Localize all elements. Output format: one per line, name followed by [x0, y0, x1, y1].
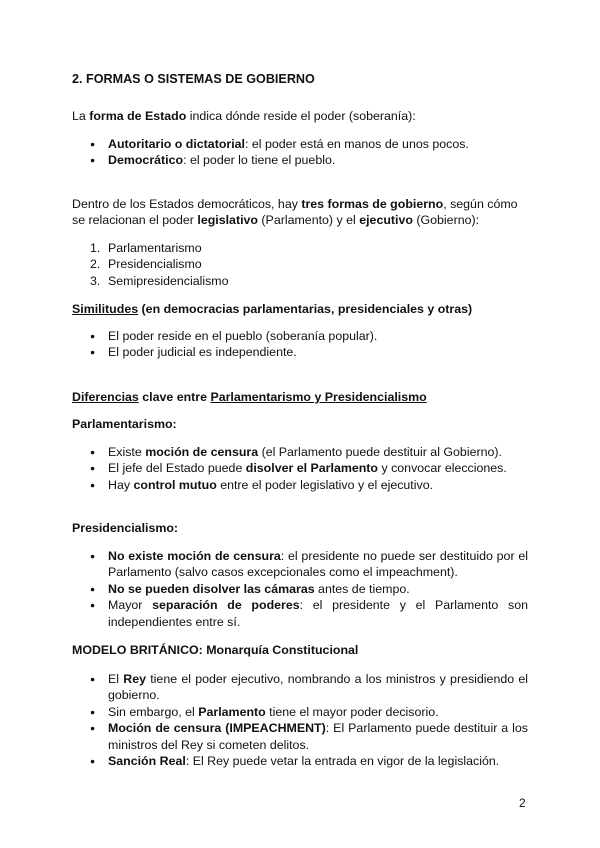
list-item: ● Sanción Real: El Rey puede vetar la entrada en vigor de la legislación. [72, 753, 528, 769]
list-item: ● Democrático: el poder lo tiene el pueblo. [72, 152, 528, 168]
list-item: 3. Semipresidencialismo [90, 273, 229, 288]
list-item: ● No se pueden disolver las cámaras antes de tiempo. [72, 581, 528, 597]
list-item: ● Moción de censura (IMPEACHMENT): El Parlamento puede destituir a los ministros del Rey si cometen delitos. [72, 720, 528, 753]
list-item: ● Mayor separación de poderes: el presidente y el Parlamento son independientes entre sí. [72, 597, 528, 630]
similitudes-list [72, 328, 528, 361]
page-number: 2 [519, 796, 526, 810]
list-item: ● Hay control mutuo entre el poder legislativo y el ejecutivo. [72, 477, 528, 493]
list-item: ● El jefe del Estado puede disolver el Parlamento y convocar elecciones. [72, 460, 528, 476]
list-item: ● Autoritario o dictatorial: el poder está en manos de unos pocos. [72, 136, 528, 152]
list-item: ● Existe moción de censura (el Parlamento puede destituir al Gobierno). [72, 444, 528, 460]
list-item: ● El poder judicial es independiente. [72, 344, 528, 360]
democraticos-paragraph: Dentro de los Estados democráticos, hay tres formas de gobierno, según cómo se relacionan el poder legislativo (Parlamento) y el ejecutivo (Gobierno): [72, 197, 518, 228]
forma-estado-paragraph: La forma de Estado indica dónde reside el poder (soberanía): [72, 109, 416, 123]
modelo-britanico-list [72, 671, 528, 769]
list-item: 1. Parlamentarismo [90, 241, 202, 255]
similitudes-heading: Similitudes (en democracias parlamentarias, presidenciales y otras) [72, 302, 473, 316]
list-item: ● No existe moción de censura: el presidente no puede ser destituido por el Parlamento (salvo casos excepcionales como el impeachment). [72, 548, 528, 581]
list-item: 2. Presidencialismo [90, 257, 202, 272]
section-title: 2. FORMAS O SISTEMAS DE GOBIERNO [72, 72, 315, 86]
presidencialismo-title: Presidencialismo: [72, 521, 179, 535]
parlamentarismo-title: Parlamentarismo: [72, 417, 177, 431]
list-item: ● El poder reside en el pueblo (soberanía popular). [72, 328, 528, 344]
presidencialismo-list [72, 548, 528, 630]
list-item: ● Sin embargo, el Parlamento tiene el mayor poder decisorio. [72, 704, 528, 720]
parlamentarismo-list [72, 444, 528, 493]
diferencias-heading: Diferencias clave entre Parlamentarismo y Presidencialismo [72, 390, 427, 404]
formas-gobierno-list [72, 240, 528, 289]
list-item: ● El Rey tiene el poder ejecutivo, nombrando a los ministros y presidiendo el gobierno. [72, 671, 528, 704]
modelo-britanico-title: MODELO BRITÁNICO: Monarquía Constitucional [72, 643, 359, 657]
forma-estado-list [72, 136, 528, 169]
